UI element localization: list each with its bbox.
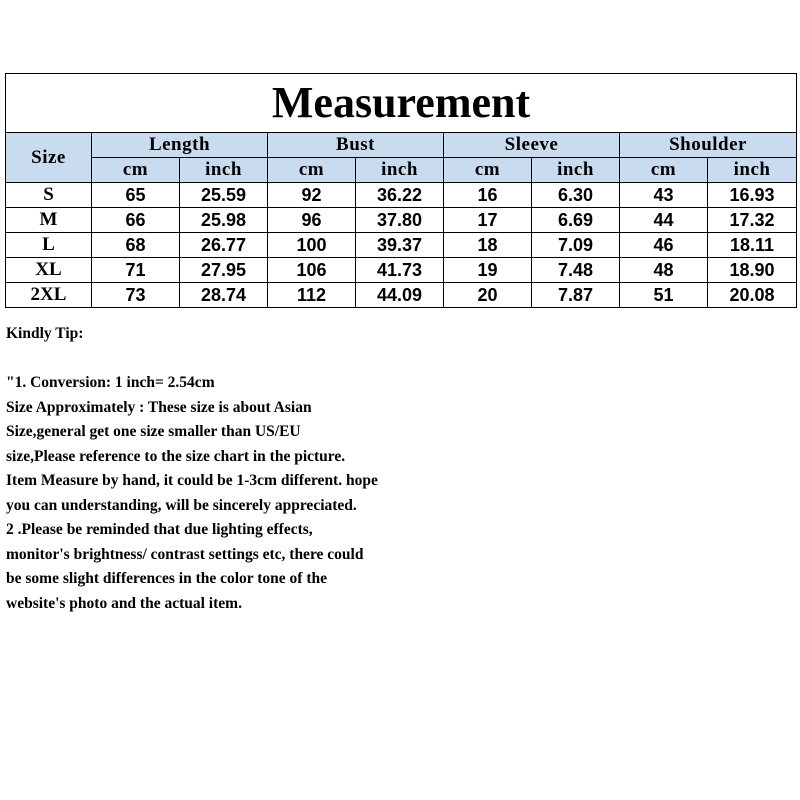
- table-cell: 44.09: [356, 283, 444, 308]
- table-cell: 46: [620, 233, 708, 258]
- table-cell: 73: [92, 283, 180, 308]
- unit-header: cm: [92, 158, 180, 183]
- length-header: Length: [92, 133, 268, 158]
- table-cell: 96: [268, 208, 356, 233]
- table-cell: 100: [268, 233, 356, 258]
- table-cell: 51: [620, 283, 708, 308]
- tip-line: 2 .Please be reminded that due lighting effects,: [6, 521, 313, 538]
- unit-header: cm: [444, 158, 532, 183]
- size-cell: L: [6, 233, 92, 258]
- table-cell: 44: [620, 208, 708, 233]
- table-cell: 106: [268, 258, 356, 283]
- unit-header: inch: [708, 158, 797, 183]
- tip-line: Item Measure by hand, it could be 1-3cm different. hope: [6, 472, 378, 489]
- tip-heading: Kindly Tip:: [6, 325, 84, 342]
- table-row: [6, 208, 797, 233]
- tip-line: "1. Conversion: 1 inch= 2.54cm: [6, 374, 215, 391]
- unit-header: inch: [532, 158, 620, 183]
- table-cell: 68: [92, 233, 180, 258]
- size-cell: S: [6, 183, 92, 208]
- table-cell: 25.59: [180, 183, 268, 208]
- table-cell: 20: [444, 283, 532, 308]
- table-row: [6, 258, 797, 283]
- table-cell: 7.48: [532, 258, 620, 283]
- size-cell: 2XL: [6, 283, 92, 308]
- table-title: Measurement: [6, 74, 797, 133]
- table-cell: 39.37: [356, 233, 444, 258]
- table-row: [6, 233, 797, 258]
- table-cell: 26.77: [180, 233, 268, 258]
- unit-header: cm: [268, 158, 356, 183]
- table-cell: 6.69: [532, 208, 620, 233]
- size-header: Size: [6, 133, 92, 183]
- tip-line: be some slight differences in the color tone of the: [6, 570, 328, 587]
- measurement-table: [5, 73, 797, 308]
- table-cell: 25.98: [180, 208, 268, 233]
- table-cell: 17: [444, 208, 532, 233]
- sleeve-header: Sleeve: [444, 133, 620, 158]
- table-cell: 92: [268, 183, 356, 208]
- table-cell: 16.93: [708, 183, 797, 208]
- size-cell: XL: [6, 258, 92, 283]
- table-cell: 7.09: [532, 233, 620, 258]
- size-cell: M: [6, 208, 92, 233]
- table-cell: 7.87: [532, 283, 620, 308]
- table-cell: 17.32: [708, 208, 797, 233]
- table-cell: 36.22: [356, 183, 444, 208]
- tip-line: Size,general get one size smaller than US/EU: [6, 423, 301, 440]
- table-cell: 19: [444, 258, 532, 283]
- table-cell: 65: [92, 183, 180, 208]
- table-row: [6, 283, 797, 308]
- table-cell: 112: [268, 283, 356, 308]
- tip-line: website's photo and the actual item.: [6, 594, 242, 612]
- table-cell: 37.80: [356, 208, 444, 233]
- tip-line: Size Approximately : These size is about Asian: [6, 398, 312, 416]
- bust-header: Bust: [268, 133, 444, 158]
- tip-line: size,Please reference to the size chart in the picture.: [6, 447, 346, 465]
- table-cell: 48: [620, 258, 708, 283]
- table-cell: 16: [444, 183, 532, 208]
- unit-header: cm: [620, 158, 708, 183]
- size-chart: [5, 73, 796, 308]
- tip-line: you can understanding, will be sincerely appreciated.: [6, 496, 357, 514]
- table-cell: 27.95: [180, 258, 268, 283]
- table-cell: 18: [444, 233, 532, 258]
- unit-header: inch: [356, 158, 444, 183]
- table-cell: 43: [620, 183, 708, 208]
- table-cell: 6.30: [532, 183, 620, 208]
- kindly-tip-notes: [6, 322, 566, 616]
- table-cell: 28.74: [180, 283, 268, 308]
- table-cell: 18.11: [708, 233, 797, 258]
- table-cell: 66: [92, 208, 180, 233]
- table-cell: 18.90: [708, 258, 797, 283]
- table-cell: 71: [92, 258, 180, 283]
- table-row: [6, 183, 797, 208]
- tip-line: monitor's brightness/ contrast settings etc, there could: [6, 545, 364, 563]
- shoulder-header: Shoulder: [620, 133, 797, 158]
- table-cell: 20.08: [708, 283, 797, 308]
- table-cell: 41.73: [356, 258, 444, 283]
- unit-header: inch: [180, 158, 268, 183]
